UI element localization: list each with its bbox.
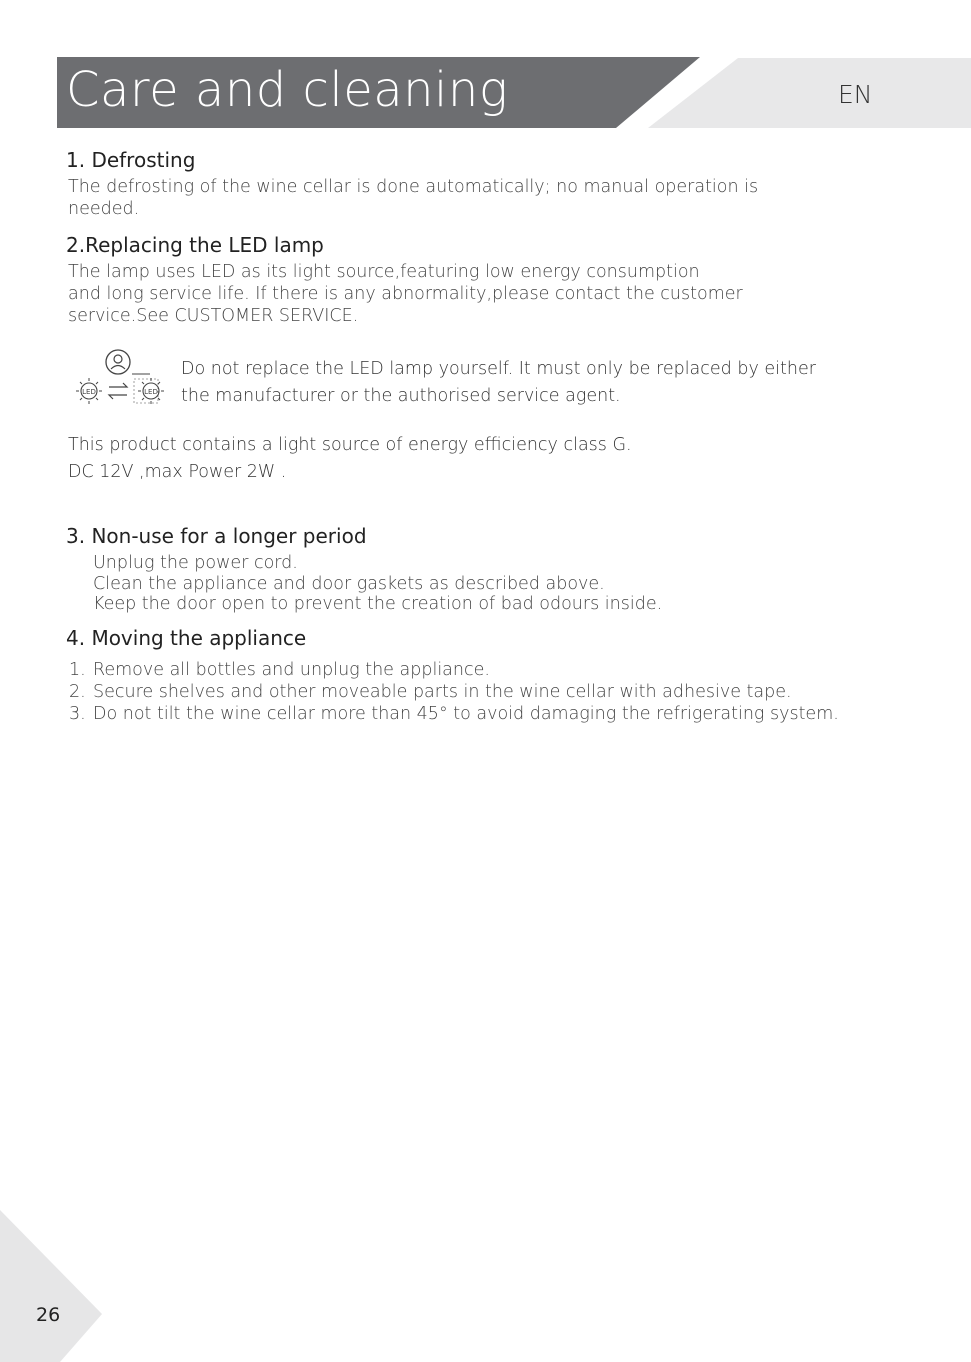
energy-line: DC 12V ,max Power 2W .	[68, 462, 287, 482]
list-item	[69, 659, 839, 681]
led-line: service.See CUSTOMER SERVICE.	[68, 306, 359, 326]
defrosting-text	[68, 176, 758, 220]
language-label: EN	[838, 80, 873, 109]
led-text	[68, 261, 743, 327]
non-use-line: Unplug the power cord.	[93, 553, 298, 573]
defrosting-heading: 1. Defrosting	[66, 148, 196, 172]
defrosting-line: needed.	[68, 199, 140, 219]
svg-text:LED: LED	[82, 388, 96, 396]
moving-heading: 4. Moving the appliance	[66, 626, 307, 650]
list-item-number: 1.	[69, 660, 86, 680]
led-warning	[181, 356, 816, 410]
energy-line: This product contains a light source of energy efficiency class G.	[68, 435, 632, 455]
led-warning-line: the manufacturer or the authorised service agent.	[181, 386, 621, 406]
list-item-number: 3.	[69, 704, 86, 724]
service-agent-icon	[106, 350, 150, 374]
swap-arrows-icon	[109, 383, 127, 399]
non-use-line: Keep the door open to prevent the creation of bad odours inside.	[93, 594, 663, 614]
led-heading: 2.Replacing the LED lamp	[66, 233, 324, 257]
footer-corner	[0, 1200, 110, 1362]
led-lamp-icon	[76, 378, 102, 404]
led-replacement-icon	[70, 348, 174, 410]
led-warning-line: Do not replace the LED lamp yourself. It must only be replaced by either	[181, 359, 816, 379]
list-item	[69, 703, 839, 725]
list-item	[69, 681, 839, 703]
list-item-text: Do not tilt the wine cellar more than 45° to avoid damaging the refrigerating system.	[93, 704, 839, 724]
energy-info	[68, 432, 632, 486]
list-item-text: Remove all bottles and unplug the appliance.	[93, 660, 490, 680]
led-line: The lamp uses LED as its light source,featuring low energy consumption	[68, 262, 700, 282]
non-use-heading: 3. Non-use for a longer period	[66, 524, 367, 548]
non-use-line: Clean the appliance and door gaskets as described above.	[93, 573, 605, 594]
page-title: Care and cleaning	[66, 62, 509, 118]
page-number: 26	[36, 1304, 61, 1326]
list-item-text: Secure shelves and other moveable parts in the wine cellar with adhesive tape.	[93, 682, 792, 702]
list-item-number: 2.	[69, 682, 86, 702]
moving-list	[69, 659, 839, 725]
defrosting-line: The defrosting of the wine cellar is done automatically; no manual operation is	[68, 177, 759, 197]
non-use-text	[93, 553, 662, 615]
svg-text:LED: LED	[144, 388, 158, 396]
led-lamp-icon	[134, 378, 164, 404]
led-line: and long service life. If there is any abnormality,please contact the customer	[68, 284, 743, 304]
